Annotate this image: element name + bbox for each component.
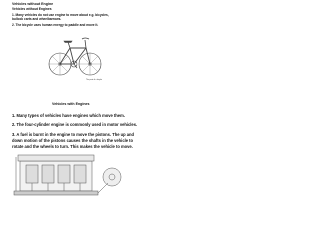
section-heading: Vehicles with Engines: [52, 102, 90, 106]
paragraph-2: 2. The bicycle uses human energy to paddle and move it.: [12, 23, 99, 27]
engine-point-2: 2. The four-cylinder engine is commonly used in motor vehicles.: [12, 122, 138, 127]
engine-point-3-cont2: rotate and the wheels to turn. This makes the vehicle to move.: [12, 144, 133, 149]
document-page: [0, 0, 149, 198]
engine-diagram: [12, 151, 132, 198]
section-subtitle: Vehicles without Engines: [12, 7, 52, 11]
engine-point-3-cont: down motion of the pistons causes the shafts in the vehicle to: [12, 138, 134, 143]
bicycle-figure: [46, 30, 104, 80]
doc-title: Vehicles without Engine: [12, 2, 54, 6]
engine-point-1: 1. Many types of vehicles have engines which move them.: [12, 113, 125, 118]
paragraph-1: 1. Many vehicles do not use engine to move about e.g. bicycles,: [12, 13, 109, 17]
paragraph-1-cont: bullock carts and wheelbarrows.: [12, 17, 62, 21]
engine-point-3: 3. A fuel is burnt in the engine to move the pistons. The up and: [12, 132, 135, 137]
bicycle-caption: The parts of a bicycle: [86, 79, 103, 81]
